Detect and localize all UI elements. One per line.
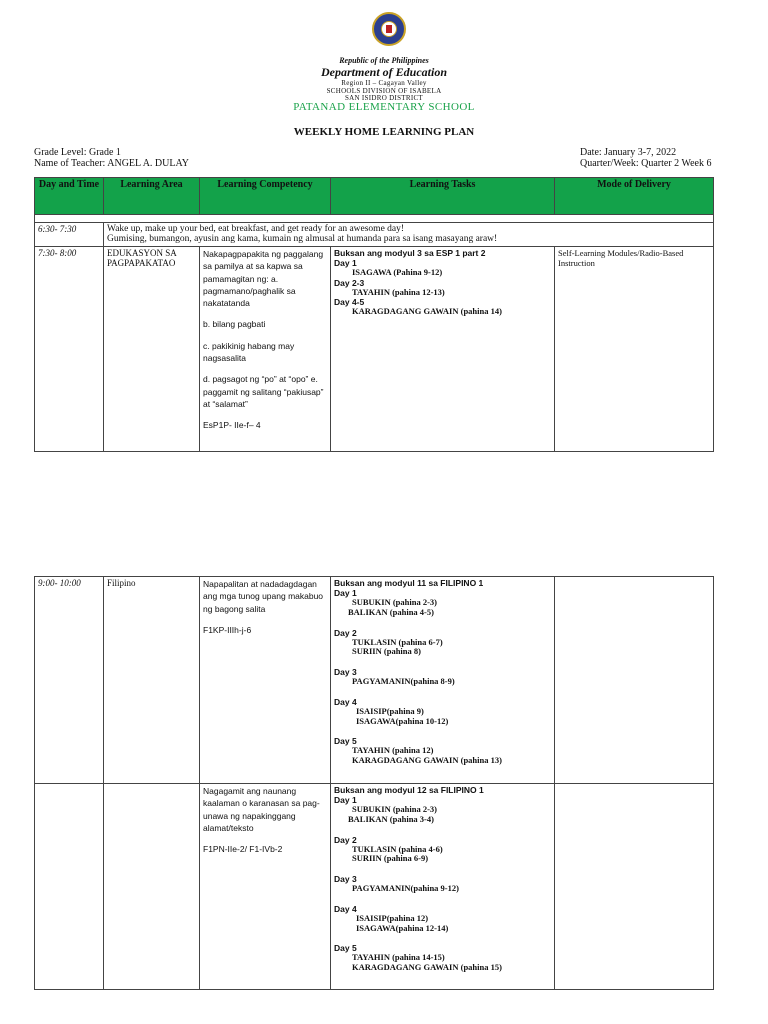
competency-text: b. bilang pagbati — [203, 319, 266, 330]
mode-of-delivery-cell — [555, 577, 714, 784]
task-item: TUKLASIN (pahina 4-6) — [352, 843, 443, 854]
competency-cell — [200, 246, 331, 451]
task-item: BALIKAN (pahina 3-4) — [348, 813, 434, 824]
time-cell: 9:00- 10:00 — [35, 577, 104, 784]
task-item: ISAISIP(pahina 9) — [356, 705, 424, 716]
day-label: Day 3 — [334, 667, 357, 678]
col-learning-area: Learning Area — [104, 178, 200, 215]
task-item: SUBUKIN (pahina 2-3) — [352, 597, 438, 607]
teacher-name: Name of Teacher: ANGEL A. DULAY — [34, 158, 190, 169]
col-learning-tasks: Learning Tasks — [331, 178, 555, 215]
module-instruction: Buksan ang modyul 11 sa FILIPINO 1 — [334, 578, 484, 588]
learning-area-cell — [104, 784, 200, 990]
col-mode-of-delivery: Mode of Delivery — [555, 178, 714, 215]
task-item: BALIKAN (pahina 4-5) — [348, 606, 434, 617]
task-item: KARAGDAGANG GAWAIN (pahina 15) — [352, 962, 502, 973]
tasks-cell — [331, 784, 555, 990]
day-label: Day 3 — [334, 874, 357, 885]
republic-label: Republic of the Philippines — [339, 56, 429, 65]
day-label: Day 1 — [334, 588, 357, 598]
day-label: Day 1 — [334, 257, 357, 268]
task-item: TAYAHIN (pahina 12) — [352, 745, 434, 756]
page-title: WEEKLY HOME LEARNING PLAN — [293, 126, 475, 138]
learning-area-cell: EDUKASYON SA PAGPAPAKATAO — [104, 246, 200, 451]
time-cell: 7:30- 8:00 — [35, 246, 104, 451]
competency-text: Nagagamit ang naunang kaalaman o karanasan sa pag-unawa ng napakinggang alamat/teksto — [203, 786, 320, 833]
table-header-row — [35, 178, 714, 215]
tasks-cell — [331, 577, 555, 784]
day-label: Day 4-5 — [334, 297, 365, 308]
competency-cell — [200, 577, 331, 784]
time-cell: 6:30- 7:30 — [35, 223, 104, 247]
learning-plan-table-1 — [34, 177, 714, 452]
routine-english: Wake up, make up your bed, eat breakfast, and get ready for an awesome day! — [107, 224, 405, 234]
task-item: PAGYAMANIN(pahina 8-9) — [352, 676, 455, 687]
task-item: ISAGAWA(pahina 12-14) — [356, 922, 449, 933]
region-label: Region II – Cagayan Valley — [341, 79, 427, 87]
competency-code: F1KP-IIIh-j-6 — [203, 624, 252, 635]
grade-level: Grade Level: Grade 1 — [34, 147, 121, 158]
table-row — [35, 223, 714, 247]
task-item: SURIIN (pahina 8) — [352, 646, 421, 657]
division-label: SCHOOLS DIVISION OF ISABELA — [326, 87, 442, 95]
quarter-week-label: Quarter/Week: Quarter 2 Week 6 — [580, 158, 712, 169]
task-item: TAYAHIN (pahina 14-15) — [352, 952, 445, 963]
module-instruction: Buksan ang modyul 3 sa ESP 1 part 2 — [334, 247, 486, 258]
col-day-time: Day and Time — [35, 178, 104, 215]
routine-filipino: Gumising, bumangon, ayusin ang kama, kumain ng almusal at humanda para sa isang masayang araw! — [107, 234, 498, 245]
day-label: Day 1 — [334, 795, 357, 805]
tasks-cell — [331, 246, 555, 451]
competency-text: Nakapagpapakita ng paggalang sa pamilya at sa kapwa sa pamamagitan ng: a. pagmamano/paghalik sa nakatatanda — [203, 248, 324, 309]
table-row — [35, 246, 714, 451]
task-item: SURIIN (pahina 6-9) — [352, 853, 429, 864]
task-item: ISAGAWA(pahina 10-12) — [356, 715, 449, 726]
learning-area-cell: Filipino — [104, 577, 200, 784]
routine-cell — [104, 223, 714, 247]
school-name: PATANAD ELEMENTARY SCHOOL — [293, 101, 475, 113]
task-item: ISAGAWA (Pahina 9-12) — [352, 266, 443, 277]
task-item: PAGYAMANIN(pahina 9-12) — [352, 883, 459, 894]
task-item: TAYAHIN (pahina 12-13) — [352, 286, 445, 297]
learning-plan-table-2 — [34, 576, 714, 990]
competency-text: d. pagsagot ng “po” at “opo” e. paggamit ng salitang “pakiusap” at “salamat” — [203, 374, 324, 409]
competency-code: EsP1P- IIe-f– 4 — [203, 420, 261, 431]
task-item: TUKLASIN (pahina 6-7) — [352, 636, 443, 647]
day-label: Day 4 — [334, 696, 357, 707]
competency-cell — [200, 784, 331, 990]
day-label: Day 5 — [334, 736, 357, 747]
date-label: Date: January 3-7, 2022 — [580, 147, 677, 158]
competency-code: F1PN-IIe-2/ F1-IVb-2 — [203, 844, 283, 855]
competency-text: Napapalitan at nadadagdagan ang mga tunog upang makabuo ng bagong salita — [203, 579, 324, 614]
district-label: SAN ISIDRO DISTRICT — [344, 94, 424, 102]
day-label: Day 5 — [334, 943, 357, 954]
department-label: Department of Education — [320, 65, 447, 79]
table-row — [35, 784, 714, 990]
module-instruction: Buksan ang modyul 12 sa FILIPINO 1 — [334, 785, 484, 795]
task-item: ISAISIP(pahina 12) — [356, 912, 429, 923]
table-row — [35, 577, 714, 784]
mode-of-delivery-cell — [555, 784, 714, 990]
day-label: Day 2 — [334, 627, 357, 638]
mode-of-delivery-cell: Self-Learning Modules/Radio-Based Instruction — [555, 246, 714, 451]
task-item: SUBUKIN (pahina 2-3) — [352, 804, 438, 814]
task-item: KARAGDAGANG GAWAIN (pahina 13) — [352, 755, 502, 766]
deped-seal-icon — [372, 12, 406, 46]
day-label: Day 2 — [334, 834, 357, 845]
time-cell — [35, 784, 104, 990]
competency-text: c. pakikinig habang may nagsasalita — [203, 340, 295, 364]
day-label: Day 2-3 — [334, 277, 365, 288]
task-item: KARAGDAGANG GAWAIN (pahina 14) — [352, 306, 502, 317]
day-label: Day 4 — [334, 903, 357, 914]
col-learning-competency: Learning Competency — [200, 178, 331, 215]
